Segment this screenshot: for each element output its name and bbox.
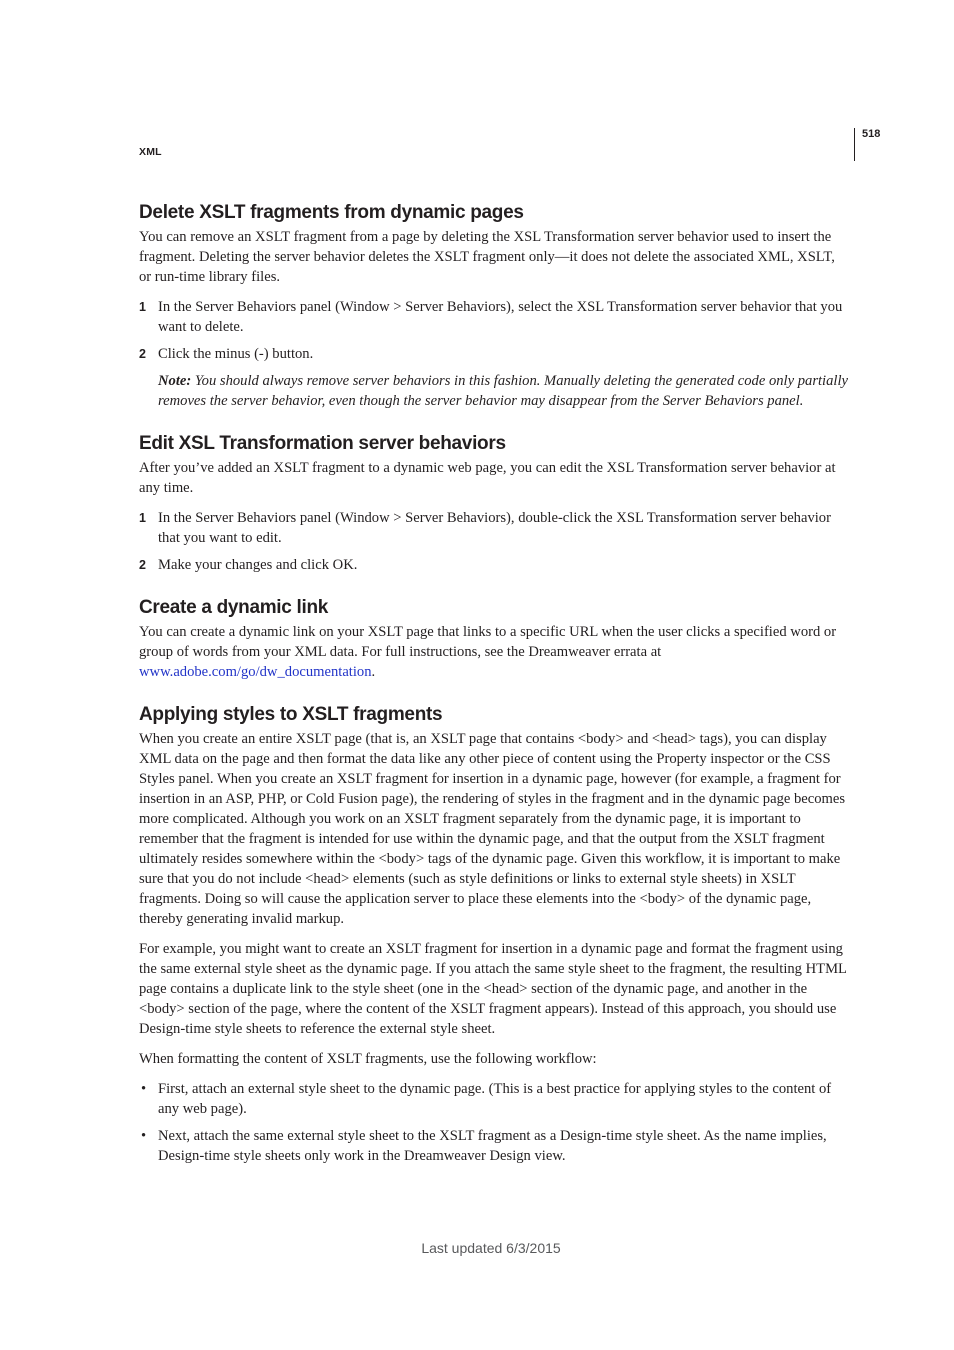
bullet-mark: • — [141, 1128, 147, 1144]
edit-steps-list — [139, 508, 849, 575]
link-intro-paragraph — [139, 622, 849, 682]
styles-paragraph-2: For example, you might want to create an XSLT fragment for insertion in a dynamic page and format the fragment using the same external style sheet as the dynamic page. If you attach the same style sheet to the fragment, the resulting HTML page contains a duplicate link to the style sheet (one in the <head> section of the dynamic page, and another in the <body> section of the page, where the content of the XSLT fragment appears). Instead of this approach, you should use Design-time style sheets to reference the external style sheet. — [139, 941, 847, 1037]
styles-paragraph-1: When you create an entire XSLT page (that is, an XSLT page that contains <body> and <head> tags), you can display XML data on the page and then format the data like any other piece of content using the Property inspector or the CSS Styles panel. When you create an XSLT fragment for insertion in a dynamic page, however (for example, a fragment for insertion in an ASP, PHP, or Cold Fusion page), the rendering of styles in the fragment and in the dynamic page becomes more complicated. Although you work on an XSLT fragment separately from the dynamic page, it is important to remember that the fragment is intended for use within the dynamic page, and that the output from the XSLT fragment ultimately resides somewhere within the <body> tags of the dynamic page. Given this workflow, it is important to make sure that you do not include <head> elements (such as style definitions or links to external style sheets) in XSLT fragments. Doing so will cause the application server to place these elements into the <body> of the dynamic page, thereby generating invalid markup. — [139, 731, 846, 927]
step-number: 2 — [139, 558, 146, 572]
bullet-mark: • — [141, 1081, 147, 1097]
running-head: XML — [139, 146, 162, 158]
step-text: Make your changes and click OK. — [158, 557, 358, 573]
heading-applying-styles: Applying styles to XSLT fragments — [139, 704, 443, 725]
bullet-text: Next, attach the same external style sheet to the XSLT fragment as a Design-time style sheet. As the name implies, Design-time style sheets only work in the Dreamweaver Design view. — [158, 1128, 827, 1164]
bullet-text: First, attach an external style sheet to the dynamic page. (This is a best practice for applying styles to the content of any web page). — [158, 1081, 832, 1117]
main-content — [139, 200, 849, 1173]
step-number: 1 — [139, 300, 146, 314]
link-trailing-period: . — [371, 664, 376, 680]
delete-step-1 — [139, 297, 849, 337]
heading-create-dynamic-link: Create a dynamic link — [139, 597, 329, 618]
note-text: You should always remove server behaviors in this fashion. Manually deleting the generated code only partially removes the server behavior, even though the server behavior may disappear from the Server Behaviors panel. — [158, 373, 848, 409]
heading-edit-xsl-transformation: Edit XSL Transformation server behaviors — [139, 433, 506, 454]
note-label: Note: — [158, 373, 192, 389]
delete-steps-list — [139, 297, 849, 364]
edit-step-1 — [139, 508, 849, 548]
heading-delete-xslt-fragments: Delete XSLT fragments from dynamic pages — [139, 202, 524, 223]
edit-intro-paragraph: After you’ve added an XSLT fragment to a dynamic web page, you can edit the XSL Transformation server behavior at any time. — [139, 460, 836, 496]
dw-documentation-link[interactable]: www.adobe.com/go/dw_documentation — [139, 664, 372, 680]
step-text: In the Server Behaviors panel (Window > Server Behaviors), select the XSL Transformation server behavior that you want to delete. — [158, 299, 843, 335]
workflow-bullet-list — [139, 1079, 849, 1166]
workflow-bullet-2 — [139, 1126, 849, 1166]
delete-step-2 — [139, 344, 849, 364]
edit-step-2 — [139, 555, 849, 575]
styles-paragraph-3: When formatting the content of XSLT fragments, use the following workflow: — [139, 1051, 597, 1067]
step-text: In the Server Behaviors panel (Window > Server Behaviors), double-click the XSL Transformation server behavior that you want to edit. — [158, 510, 831, 546]
link-intro-text: You can create a dynamic link on your XSLT page that links to a specific URL when the user clicks a specified word or group of words from your XML data. For full instructions, see the Dreamweaver errata at — [139, 624, 837, 660]
delete-intro-paragraph: You can remove an XSLT fragment from a page by deleting the XSL Transformation server behavior used to insert the fragment. Deleting the server behavior deletes the XSLT fragment only—it does not delete the associated XML, XSLT, or run-time library files. — [139, 229, 835, 285]
footer-last-updated: Last updated 6/3/2015 — [421, 1240, 561, 1256]
page-number: 518 — [862, 128, 881, 140]
delete-note — [158, 371, 849, 411]
step-number: 2 — [139, 347, 146, 361]
step-text: Click the minus (-) button. — [158, 346, 314, 362]
page-number-rule — [854, 128, 855, 161]
workflow-bullet-1 — [139, 1079, 849, 1119]
step-number: 1 — [139, 511, 146, 525]
